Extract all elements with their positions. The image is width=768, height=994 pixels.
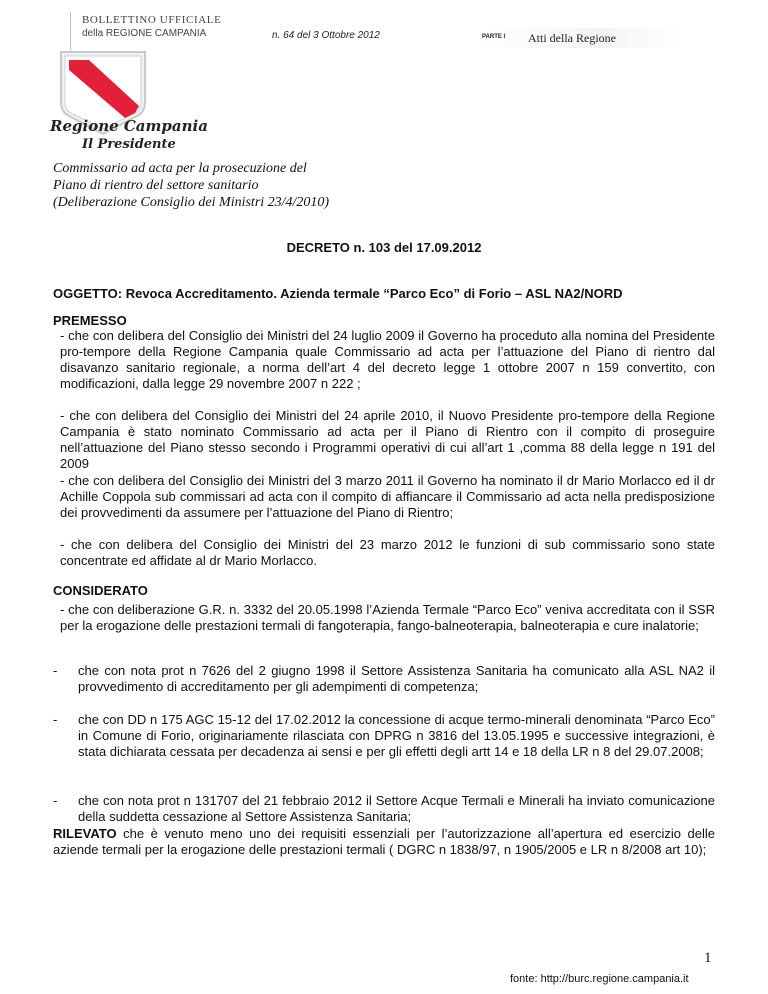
list-dash: - [53, 793, 58, 808]
rilevato-paragraph [53, 826, 715, 858]
bulletin-title: BOLLETTINO UFFICIALE [82, 14, 222, 26]
considerato-heading: CONSIDERATO [53, 583, 148, 598]
commissioner-line: Commissario ad acta per la prosecuzione del [53, 161, 307, 176]
rilevato-text: che è venuto meno uno dei requisiti essenziali per l’autorizzazione all’apertura ed esercizio delle aziende termali per la erogazione delle prestazioni termali ( DGRC n 1838/97, n 1905/2005 e LR n 8/2008 art 10); [53, 826, 715, 857]
premesso-heading: PREMESSO [53, 313, 127, 328]
section-part: PARTE I [482, 34, 506, 40]
considerato-item: che con nota prot n 131707 del 21 febbraio 2012 il Settore Acque Termali e Minerali ha inviato comunicazione della suddetta cessazione al Settore Assistenza Sanitaria; [78, 793, 715, 824]
bulletin-subtitle: della REGIONE CAMPANIA [82, 28, 207, 39]
decree-title: DECRETO n. 103 del 17.09.2012 [286, 240, 482, 255]
considerato-item: che con DD n 175 AGC 15-12 del 17.02.2012 la concessione di acque termo-minerali denominata “Parco Eco” in Comune di Forio, originariamente rilasciata con DPRG n 3816 del 13.05.1995 e successive integrazioni, è stata dichiarata cessata per decadenza ai sensi e per gli effetti degli artt 14 e 18 della LR n 8 del 29.07.2008; [78, 712, 715, 759]
page-number: 1 [704, 950, 712, 966]
section-title: Atti della Regione [528, 31, 616, 45]
region-name: Regione Campania [50, 117, 208, 135]
considerato-item: che con nota prot n 7626 del 2 giugno 1998 il Settore Assistenza Sanitaria ha comunicato alla ASL NA2 il provvedimento di accreditamento per gli adempimenti di competenza; [78, 663, 715, 694]
premesso-item: - che con delibera del Consiglio dei Ministri del 3 marzo 2011 il Governo ha nominato il dr Mario Morlacco ed il dr Achille Coppola sub commissari ad acta con il compito di affiancare il Commissario ad acta nella predisposizione dei provvedimenti da assumere per l’attuazione del Piano di Rientro; [60, 473, 715, 520]
considerato-item: - che con deliberazione G.R. n. 3332 del 20.05.1998 l’Azienda Termale “Parco Eco” veniva accreditata con il SSR per la erogazione delle prestazioni termali di fangoterapia, fango-balneoterapia, balneoterapia e cure inalatorie; [60, 602, 715, 633]
list-dash: - [53, 663, 58, 678]
issue-number: n. 64 del 3 Ottobre 2012 [272, 30, 380, 41]
decree-subject: OGGETTO: Revoca Accreditamento. Azienda termale “Parco Eco” di Forio – ASL NA2/NORD [53, 286, 623, 301]
region-crest-logo [55, 50, 151, 170]
president-title: Il Presidente [82, 137, 176, 152]
list-dash: - [53, 712, 58, 727]
premesso-item: - che con delibera del Consiglio dei Ministri del 24 luglio 2009 il Governo ha proceduto alla nomina del Presidente pro-tempore della Regione Campania quale Commissario ad acta per l’attuazione del Piano di rientro dal disavanzo sanitario regionale, a norma dell’art 4 del decreto legge 1 ottobre 2007 n 159 convertito, con modificazioni, dalla legge 29 novembre 2007 n 222 ; [60, 328, 715, 391]
commissioner-block [53, 160, 329, 211]
premesso-item: - che con delibera del Consiglio dei Ministri del 24 aprile 2010, il Nuovo Presidente pro-tempore della Regione Campania è stato nominato Commissario ad acta per il Piano di Rientro con il compito di proseguire nell’attuazione del Piano stesso secondo i Programmi operativi di cui all’art 1 ,comma 88 della legge n 191 del 2009 [60, 408, 715, 471]
commissioner-line: Piano di rientro del settore sanitario [53, 178, 259, 193]
premesso-item: - che con delibera del Consiglio dei Ministri del 23 marzo 2012 le funzioni di sub commissario sono state concentrate ed affidate al dr Mario Morlacco. [60, 537, 715, 568]
commissioner-line: (Deliberazione Consiglio dei Ministri 23/4/2010) [53, 195, 330, 210]
source-link[interactable]: fonte: http://burc.regione.campania.it [510, 973, 689, 985]
rilevato-heading: RILEVATO [53, 826, 117, 841]
